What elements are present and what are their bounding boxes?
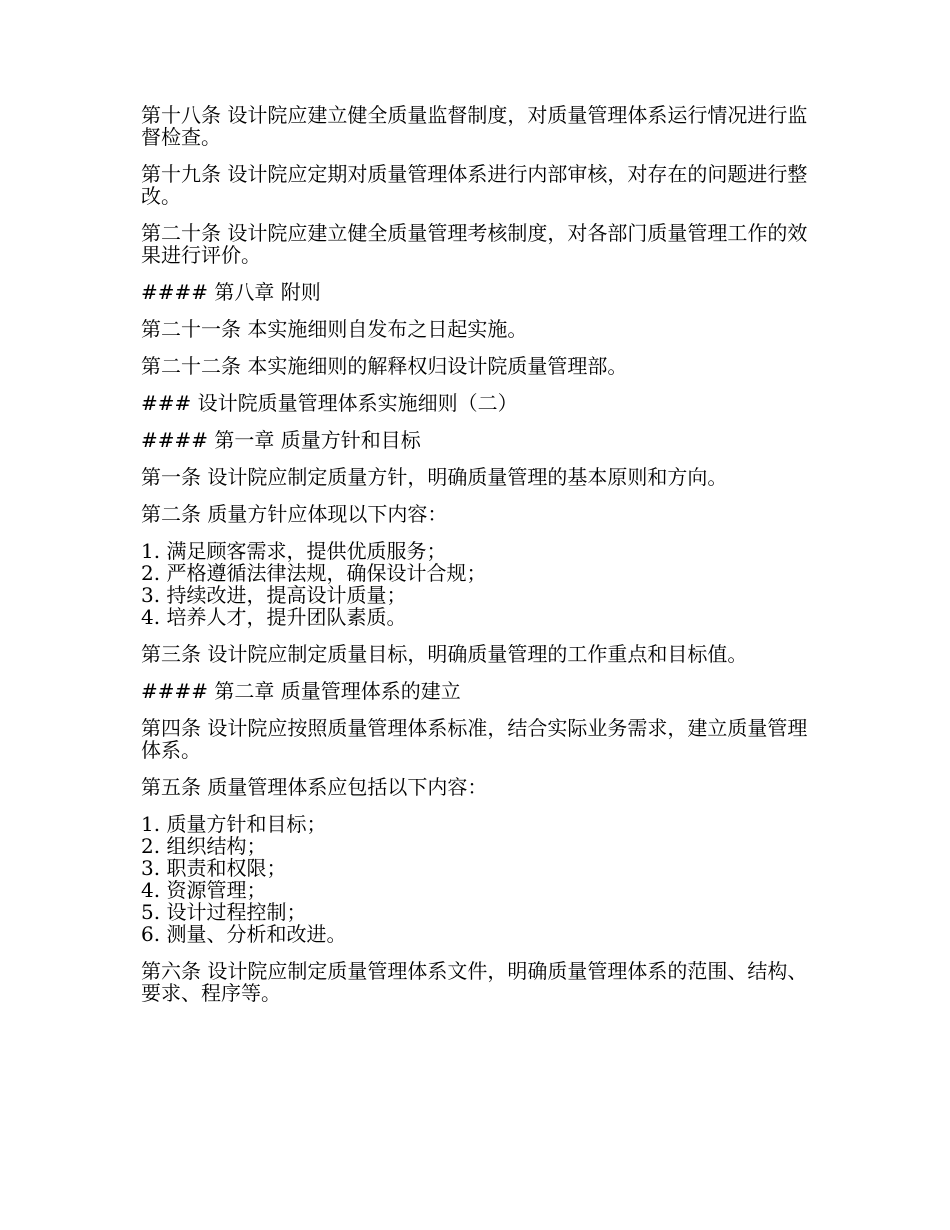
article-6: 第六条 设计院应制定质量管理体系文件，明确质量管理体系的范围、结构、要求、程序等。 [141,959,808,1005]
section-title-part-2: ### 设计院质量管理体系实施细则（二） [141,391,518,415]
article-3: 第三条 设计院应制定质量目标，明确质量管理的工作重点和目标值。 [141,642,748,666]
article-21: 第二十一条 本实施细则自发布之日起实施。 [141,317,528,341]
article-2: 第二条 质量方针应体现以下内容： [141,502,448,526]
list-item: 3. 职责和权限； [141,856,287,880]
article-22: 第二十二条 本实施细则的解释权归设计院质量管理部。 [141,354,628,378]
article-1: 第一条 设计院应制定质量方针，明确质量管理的基本原则和方向。 [141,465,728,489]
list-item: 1. 满足顾客需求，提供优质服务； [141,539,447,563]
list-item: 4. 资源管理； [141,878,267,902]
list-item: 4. 培养人才，提升团队素质。 [141,605,407,629]
article-5: 第五条 质量管理体系应包括以下内容： [141,775,488,799]
article-18: 第十八条 设计院应建立健全质量监督制度，对质量管理体系运行情况进行监督检查。 [141,103,808,149]
chapter-1-heading: #### 第一章 质量方针和目标 [141,428,421,452]
document-body [141,104,811,1019]
article-20: 第二十条 设计院应建立健全质量管理考核制度，对各部门质量管理工作的效果进行评价。 [141,221,808,267]
list-item: 5. 设计过程控制； [141,900,307,924]
list-item: 1. 质量方针和目标； [141,812,327,836]
qms-content-list [141,813,811,945]
chapter-8-heading: #### 第八章 附则 [141,280,321,304]
chapter-2-heading: #### 第二章 质量管理体系的建立 [141,679,461,703]
article-19: 第十九条 设计院应定期对质量管理体系进行内部审核，对存在的问题进行整改。 [141,162,808,208]
quality-policy-list [141,540,811,628]
list-item: 2. 严格遵循法律法规，确保设计合规； [141,561,487,585]
list-item: 3. 持续改进，提高设计质量； [141,583,407,607]
list-item: 2. 组织结构； [141,834,267,858]
list-item: 6. 测量、分析和改进。 [141,922,347,946]
article-4: 第四条 设计院应按照质量管理体系标准，结合实际业务需求，建立质量管理体系。 [141,716,808,762]
